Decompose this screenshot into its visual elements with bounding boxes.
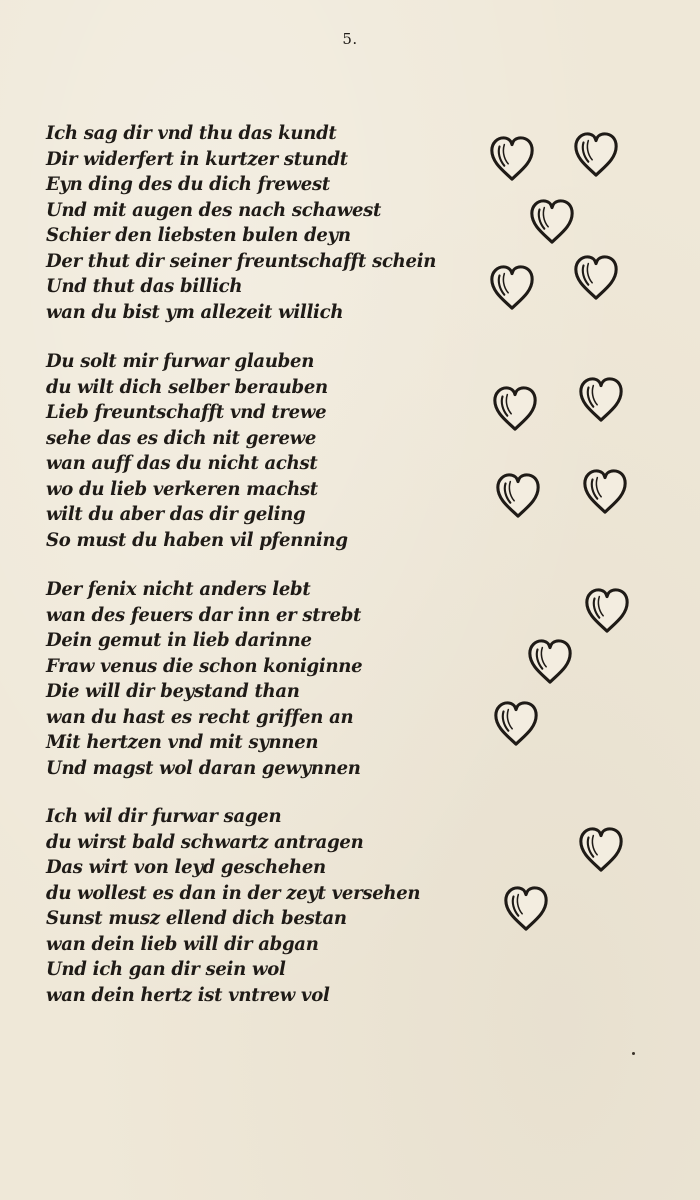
verse-line: Der fenix nicht anders lebt — [46, 578, 311, 600]
stanza-4 — [46, 804, 466, 1008]
verse-line: Mit hertzen vnd mit synnen — [46, 731, 319, 753]
verse-line: wan du bist ym allezeit willich — [46, 300, 344, 323]
verse-line: wan auff das du nicht achst — [46, 452, 318, 474]
verse-line: Und magst wol daran gewynnen — [46, 756, 361, 779]
verse-line: wan dein lieb will dir abgan — [46, 932, 319, 955]
verse-line: wan des feuers dar inn er strebt — [46, 603, 362, 626]
heart-icon — [526, 638, 574, 686]
heart-icon — [572, 254, 620, 302]
verse-line: Dir widerfert in kurtzer stundt — [46, 147, 348, 170]
heart-icon — [502, 885, 550, 933]
heart-icon — [491, 385, 539, 433]
verse-line: Das wirt von leyd geschehen — [46, 856, 326, 878]
verse-line: wan dein hertz ist vntrew vol — [46, 983, 330, 1006]
verse-line: Die will dir beystand than — [46, 680, 300, 702]
stanza-2 — [46, 349, 466, 553]
verse-line: du wilt dich selber berauben — [46, 375, 328, 398]
heart-icon — [494, 472, 542, 520]
verse-line: wilt du aber das dir geling — [46, 503, 306, 525]
verse-line: Lieb freuntschafft vnd trewe — [46, 401, 327, 423]
heart-icon — [488, 264, 536, 312]
page-number: 5. — [342, 30, 358, 48]
verse-line: Sunst musz ellend dich bestan — [46, 907, 347, 929]
verse-line: Und ich gan dir sein wol — [46, 958, 286, 980]
ink-speck — [632, 1052, 635, 1055]
heart-icon — [581, 468, 629, 516]
verse-line: Der thut dir seiner freuntschafft schein — [46, 249, 437, 272]
verse-line: Schier den liebsten bulen deyn — [46, 224, 351, 246]
heart-icon — [572, 131, 620, 179]
heart-icon — [492, 700, 540, 748]
heart-icon — [583, 587, 631, 635]
verse-line: sehe das es dich nit gerewe — [46, 426, 317, 449]
stanza-3 — [46, 577, 466, 781]
verse-line: wo du lieb verkeren machst — [46, 477, 318, 500]
verse-line: Und thut das billich — [46, 275, 243, 297]
heart-icon — [528, 198, 576, 246]
verse-line: Fraw venus die schon koniginne — [46, 654, 363, 677]
verse-line: wan du hast es recht griffen an — [46, 705, 354, 728]
stanza-1 — [46, 121, 466, 325]
verse-line: Und mit augen des nach schawest — [46, 198, 382, 221]
verse-line: Ich sag dir vnd thu das kundt — [46, 122, 337, 144]
heart-icon — [577, 826, 625, 874]
verse-line: Dein gemut in lieb darinne — [46, 629, 312, 651]
verse-line: So must du haben vil pfenning — [46, 528, 348, 551]
heart-icon — [488, 135, 536, 183]
verse-line: du wirst bald schwartz antragen — [46, 830, 364, 853]
verse-line: Ich wil dir furwar sagen — [46, 805, 282, 827]
verse-line: du wollest es dan in der zeyt versehen — [46, 881, 421, 904]
verse-line: Du solt mir furwar glauben — [46, 350, 315, 372]
heart-icon — [577, 376, 625, 424]
verse-line: Eyn ding des du dich frewest — [46, 173, 330, 195]
